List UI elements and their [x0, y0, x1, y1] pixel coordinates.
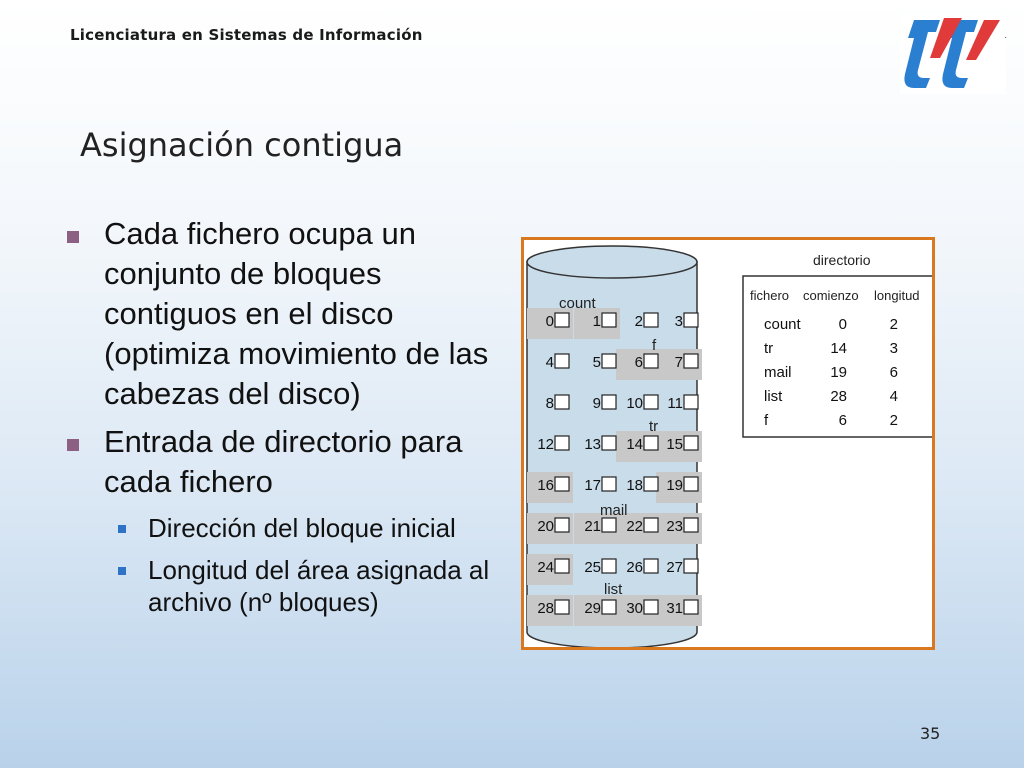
- block-number: 16: [537, 477, 554, 494]
- disk-block: [684, 559, 698, 573]
- block-number: 31: [666, 600, 683, 617]
- directory-cell-length: 2: [889, 316, 898, 333]
- directory-cell-length: 6: [889, 364, 898, 381]
- column-header-fichero: fichero: [750, 288, 790, 303]
- block-number: 12: [537, 436, 554, 453]
- disk-block: [644, 395, 658, 409]
- disk-block: [602, 436, 616, 450]
- file-label-f: f: [652, 337, 657, 354]
- disk-block: [644, 559, 658, 573]
- sub-bullet-item: [64, 512, 514, 544]
- disk-block: [644, 354, 658, 368]
- disk-block: [644, 477, 658, 491]
- disk-block: [684, 436, 698, 450]
- program-header: Licenciatura en Sistemas de Información: [70, 26, 423, 44]
- disk-block: [684, 600, 698, 614]
- block-number: 13: [584, 436, 601, 453]
- directory-cell-file: tr: [764, 340, 774, 357]
- bullet-item: [64, 214, 514, 414]
- bullet-list: [64, 214, 514, 618]
- file-label-tr: tr: [649, 418, 659, 435]
- directory-cell-start: 6: [838, 412, 847, 429]
- disk-block: [602, 395, 616, 409]
- disk-block: [555, 477, 569, 491]
- disk-block: [555, 354, 569, 368]
- sub-bullet-text: Longitud del área asignada al archivo (nº bloques): [148, 555, 490, 617]
- diagram-canvas: [524, 240, 932, 647]
- bullet-text: Cada fichero ocupa un conjunto de bloques contiguos en el disco (optimiza movimiento de las cabezas del disco): [104, 216, 489, 411]
- disk-block: [684, 395, 698, 409]
- directory-cell-start: 14: [830, 340, 847, 357]
- disk-block: [644, 518, 658, 532]
- page-number: 35: [920, 724, 941, 743]
- disk-block: [644, 313, 658, 327]
- university-logo-icon: [900, 14, 1006, 94]
- file-label-count: count: [559, 295, 596, 312]
- block-number: 6: [634, 354, 643, 371]
- block-number: 15: [666, 436, 683, 453]
- directory-cell-file: mail: [764, 364, 792, 381]
- disk-block: [602, 313, 616, 327]
- block-number: 30: [626, 600, 643, 617]
- square-bullet-icon: [67, 439, 79, 451]
- block-number: 5: [592, 354, 601, 371]
- disk-block: [555, 518, 569, 532]
- square-bullet-icon: [67, 231, 79, 243]
- directory-cell-file: list: [764, 388, 783, 405]
- disk-block: [555, 395, 569, 409]
- block-number: 1: [592, 313, 601, 330]
- block-number: 26: [626, 559, 643, 576]
- block-number: 4: [545, 354, 554, 371]
- block-number: 25: [584, 559, 601, 576]
- square-bullet-icon: [118, 567, 126, 575]
- block-number: 24: [537, 559, 554, 576]
- block-number: 28: [537, 600, 554, 617]
- bullet-text: Entrada de directorio para cada fichero: [104, 424, 463, 499]
- column-header-comienzo: comienzo: [803, 288, 859, 303]
- disk-block: [555, 600, 569, 614]
- contiguous-allocation-diagram: [521, 237, 935, 650]
- block-number: 18: [626, 477, 643, 494]
- disk-block: [684, 313, 698, 327]
- sub-bullet-text: Dirección del bloque inicial: [148, 513, 456, 543]
- disk-block: [644, 436, 658, 450]
- block-number: 9: [592, 395, 601, 412]
- block-number: 23: [666, 518, 683, 535]
- block-number: 3: [674, 313, 683, 330]
- block-number: 22: [626, 518, 643, 535]
- disk-block: [602, 518, 616, 532]
- disk-block: [555, 313, 569, 327]
- block-number: 8: [545, 395, 554, 412]
- disk-block: [555, 436, 569, 450]
- directory-cell-length: 4: [889, 388, 898, 405]
- disk-block: [644, 600, 658, 614]
- logo-mark: ·: [1004, 32, 1008, 43]
- square-bullet-icon: [118, 525, 126, 533]
- disk-block: [684, 518, 698, 532]
- block-number: 0: [545, 313, 554, 330]
- block-number: 27: [666, 559, 683, 576]
- file-label-list: list: [604, 581, 623, 598]
- block-number: 17: [584, 477, 601, 494]
- directory-cell-file: f: [764, 412, 769, 429]
- directory-cell-length: 2: [889, 412, 898, 429]
- file-label-mail: mail: [600, 502, 628, 519]
- sub-bullet-item: [64, 554, 514, 618]
- directory-cell-file: count: [764, 316, 801, 333]
- disk-block: [555, 559, 569, 573]
- disk-block: [602, 477, 616, 491]
- disk-block: [684, 354, 698, 368]
- directory-cell-start: 0: [838, 316, 847, 333]
- directory-title: directorio: [813, 252, 871, 268]
- block-number: 29: [584, 600, 601, 617]
- block-number: 21: [584, 518, 601, 535]
- block-number: 20: [537, 518, 554, 535]
- disk-block: [684, 477, 698, 491]
- directory-cell-length: 3: [889, 340, 898, 357]
- block-number: 11: [667, 395, 683, 412]
- block-number: 2: [634, 313, 643, 330]
- block-number: 14: [626, 436, 643, 453]
- block-number: 7: [674, 354, 683, 371]
- directory-cell-start: 28: [830, 388, 847, 405]
- bullet-item: [64, 422, 514, 502]
- column-header-longitud: longitud: [874, 288, 920, 303]
- block-number: 10: [626, 395, 643, 412]
- disk-block: [602, 559, 616, 573]
- directory-cell-start: 19: [830, 364, 847, 381]
- slide-title: Asignación contigua: [80, 126, 404, 164]
- block-number: 19: [666, 477, 683, 494]
- disk-block: [602, 354, 616, 368]
- disk-block: [602, 600, 616, 614]
